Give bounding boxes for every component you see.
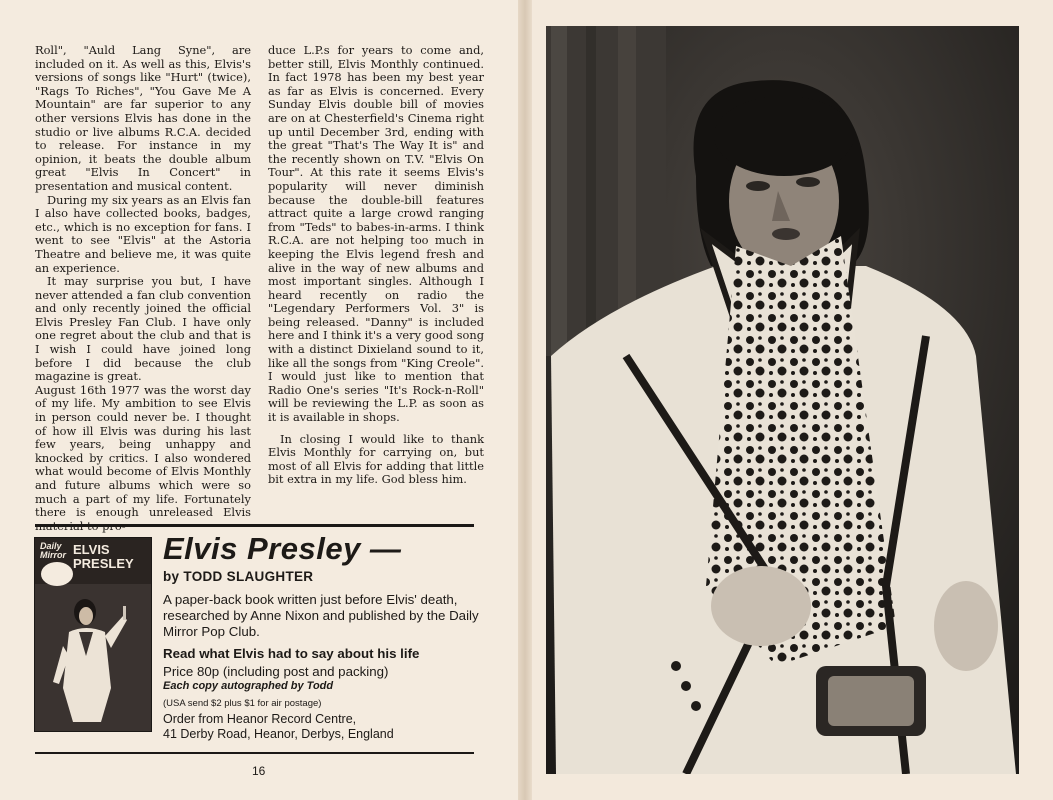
article-paragraph: Roll", "Auld Lang Syne", are included on it. As well as this, Elvis's versions of songs like "Hurt" (twice), "Rags To Riches", "You Gave Me A Mountain" are far superior to any other versions Elvis has done in the studio or live albums R.C.A. decided to release. For instance in my opinion, it beats the double album great "Elvis In Concert" in presentation and musical content. [35,43,251,193]
ad-price: Price 80p (including post and packing) [163,664,389,679]
ad-headline: Read what Elvis had to say about his life [163,646,420,661]
ad-byline: by TODD SLAUGHTER [163,569,314,584]
article-column-2 [268,44,484,487]
ad-autograph-note: Each copy autographed by Todd [163,680,334,692]
photo-illustration [546,26,1019,774]
article-paragraph: August 16th 1977 was the worst day of my life. My ambition to see Elvis in person could never be. I thought of how ill Elvis was during his last few years, being unhappy and knocked by critics. I also wondered what would become of Elvis Monthly and future albums which were so much a part of my life. Fortunately there is enough unreleased Elvis [35,382,251,520]
article-paragraph: duce L.P.s for years to come and, better still, Elvis Monthly continued. In fact 1978 has been my best year as far as Elvis is concerned. Every Sunday Elvis double bill of movies are on at Chesterfield's Cinema right up until December 3rd, ending with the great "That's The Way It is" and the recently shown on T.V. "Elvis On Tour". At this rate it seems Elvis's popularity will never diminish because the double-bill features attract quite a large crowd ranging from "Teds" to babes-in-arms. I think R.C.A. are not helping too much in keeping the Elvis legend fresh and alive in the way of new albums and most important singles. Although I heard recently on radio the "Legendary Performers Vol. 3" is being released. "Danny" is included here and I think it's a very good song with a distinct Dixieland sound to it, like all the songs from "King Creole". I would just like to mention that Radio One's series "It's Rock-n-Roll" will be reviewing the L.P. as soon as it is available in shops. [268,43,484,425]
ad-top-rule [35,524,474,527]
performer-figure-illustration [49,596,137,724]
ad-title: Elvis Presley — [163,531,402,566]
article-paragraph: In closing I would like to thank Elvis Monthly for carrying on, but most of all Elvis for adding that little bit extra in my life. God bless him. [268,431,484,487]
book-cover-publisher: Daily Mirror [40,541,67,560]
book-advert [163,530,483,742]
book-cover-image [34,537,152,732]
ad-order-line-1: Order from Heanor Record Centre, [163,712,357,726]
article-paragraph: It may surprise you but, I have never attended a fan club convention and only recently joined the official Elvis Presley Fan Club. I have only one regret about the club and that is I wish I could have joined long before I did because the club magazine is great. [35,274,251,384]
article-column-1 [35,44,251,533]
ad-usa-note: (USA send $2 plus $1 for air postage) [163,698,322,709]
ad-order-line-2: 41 Derby Road, Heanor, Derbys, England [163,727,394,741]
page-number: 16 [252,764,266,778]
ad-description: A paper-back book written just before Elvis' death, researched by Anne Nixon and published by the Daily Mirror Pop Club. [163,592,479,639]
elvis-photograph [546,26,1019,774]
ad-bottom-rule [35,752,474,754]
book-cover-title: ELVIS PRESLEY [73,542,134,571]
pop-club-logo [41,562,73,586]
article-paragraph: During my six years as an Elvis fan I also have collected books, badges, etc., which is no exception for fans. I went to see "Elvis" at the Astoria Theatre and believe me, it was quite an experience. [35,192,251,275]
page-gutter [518,0,532,800]
